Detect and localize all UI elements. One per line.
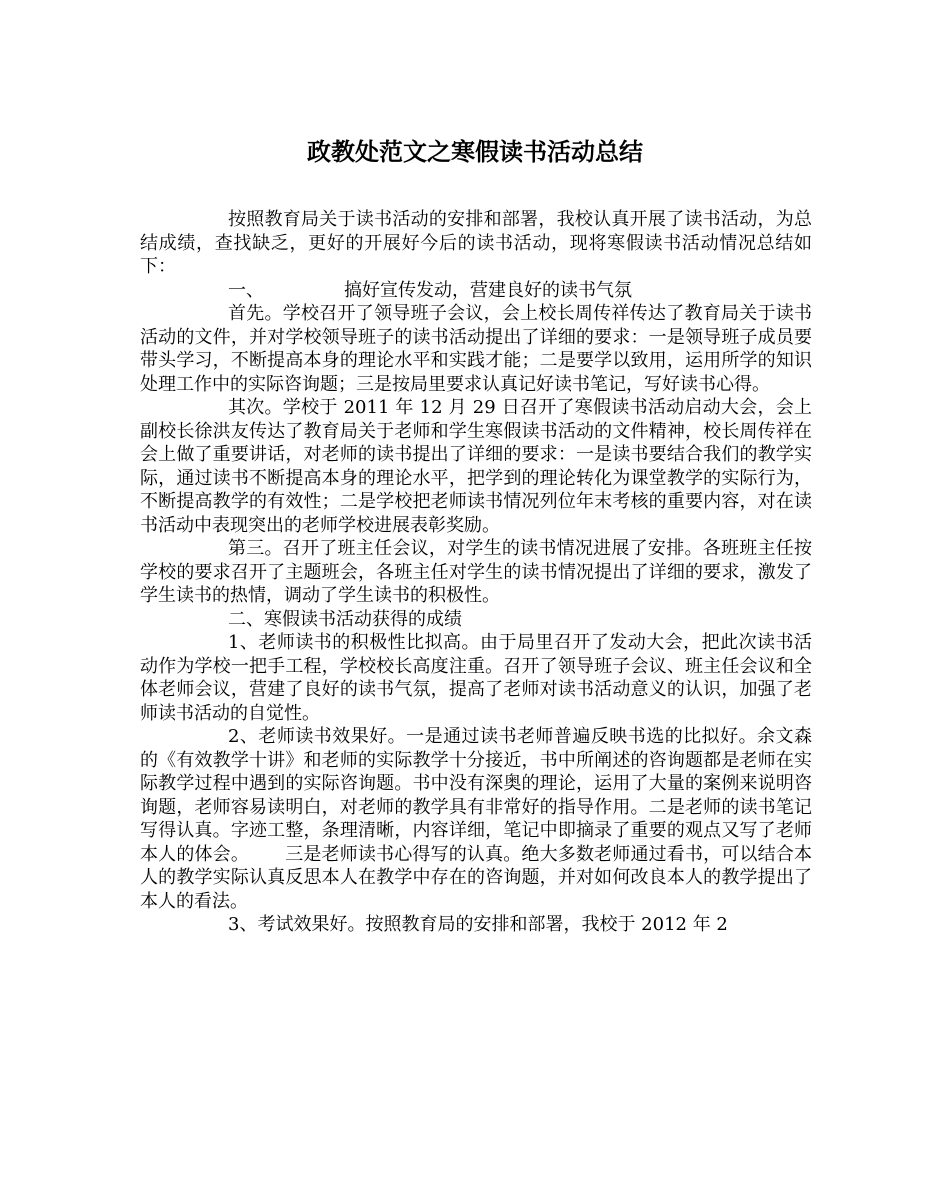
paragraph-first: 首先。学校召开了领导班子会议，会上校长周传祥传达了教育局关于读书活动的文件，并对学校领导班子的读书活动提出了详细的要求：一是领导班子成员要带头学习，不断提高本身的理论水平和实践才能；二是要学以致用，运用所学的知识处理工作中的实际咨询题；三是按局里要求认真记好读书笔记，写好读书心得。 [140, 303, 812, 395]
document-body [140, 208, 812, 937]
item-1-paragraph: 1、老师读书的积极性比拟高。由于局里召开了发动大会，把此次读书活动作为学校一把手工程，学校校长高度注重。召开了领导班子会议、班主任会议和全体老师会议，营建了良好的读书气氛，提高了老师对读书活动意义的认识，加强了老师读书活动的自觉性。 [140, 632, 812, 724]
item-2-paragraph [140, 725, 812, 913]
document-title: 政教处范文之寒假读书活动总结 [307, 137, 643, 166]
intro-paragraph: 按照教育局关于读书活动的安排和部署，我校认真开展了读书活动，为总结成绩，查找缺乏，更好的开展好今后的读书活动，现将寒假读书活动情况总结如下： [140, 209, 812, 277]
section1-number: 一、 [228, 279, 264, 301]
section1-heading [140, 279, 812, 303]
item-2-part-b: 三是老师读书心得写的认真。绝大多数老师通过看书，可以结合本人的教学实际认真反思本人在教学中存在的咨询题，并对如何改良本人的教学提出了本人的看法。 [140, 843, 812, 912]
item-3-paragraph: 3、考试效果好。按照教育局的安排和部署，我校于 2012 年 2 [228, 914, 728, 935]
section1-heading-text: 搞好宣传发动，营建良好的读书气氛 [344, 279, 632, 301]
paragraph-second: 其次。学校于 2011 年 12 月 29 日召开了寒假读书活动启动大会，会上副校长徐洪友传达了教育局关于老师和学生寒假读书活动的文件精神，校长周传祥在会上做了重要讲话，对老师的读书提出了详细的要求：一是读书要结合我们的教学实际，通过读书不断提高本身的理论水平，把学到的理论转化为课堂教学的实际行为，不断提高教学的有效性；二是学校把老师读书情况列位年末考核的重要内容，对在读书活动中表现突出的老师学校进展表彰奖励。 [140, 397, 812, 536]
item-2-part-a: 2、老师读书效果好。一是通过读书老师普遍反映书选的比拟好。余文森的《有效教学十讲》和老师的实际教学十分接近，书中所阐述的咨询题都是老师在实际教学过程中遇到的实际咨询题。书中没有深奥的理论，运用了大量的案例来说明咨询题，老师容易读明白，对老师的教学具有非常好的指导作用。二是老师的读书笔记写得认真。字迹工整，条理清晰，内容详细，笔记中即摘录了重要的观点又写了老师本人的体会。 [140, 726, 812, 865]
section2-heading: 二、寒假读书活动获得的成绩 [228, 608, 462, 630]
paragraph-third: 第三。召开了班主任会议，对学生的读书情况进展了安排。各班班主任按学校的要求召开了主题班会，各班主任对学生的读书情况提出了详细的要求，激发了学生读书的热情，调动了学生读书的积极性。 [140, 538, 812, 606]
